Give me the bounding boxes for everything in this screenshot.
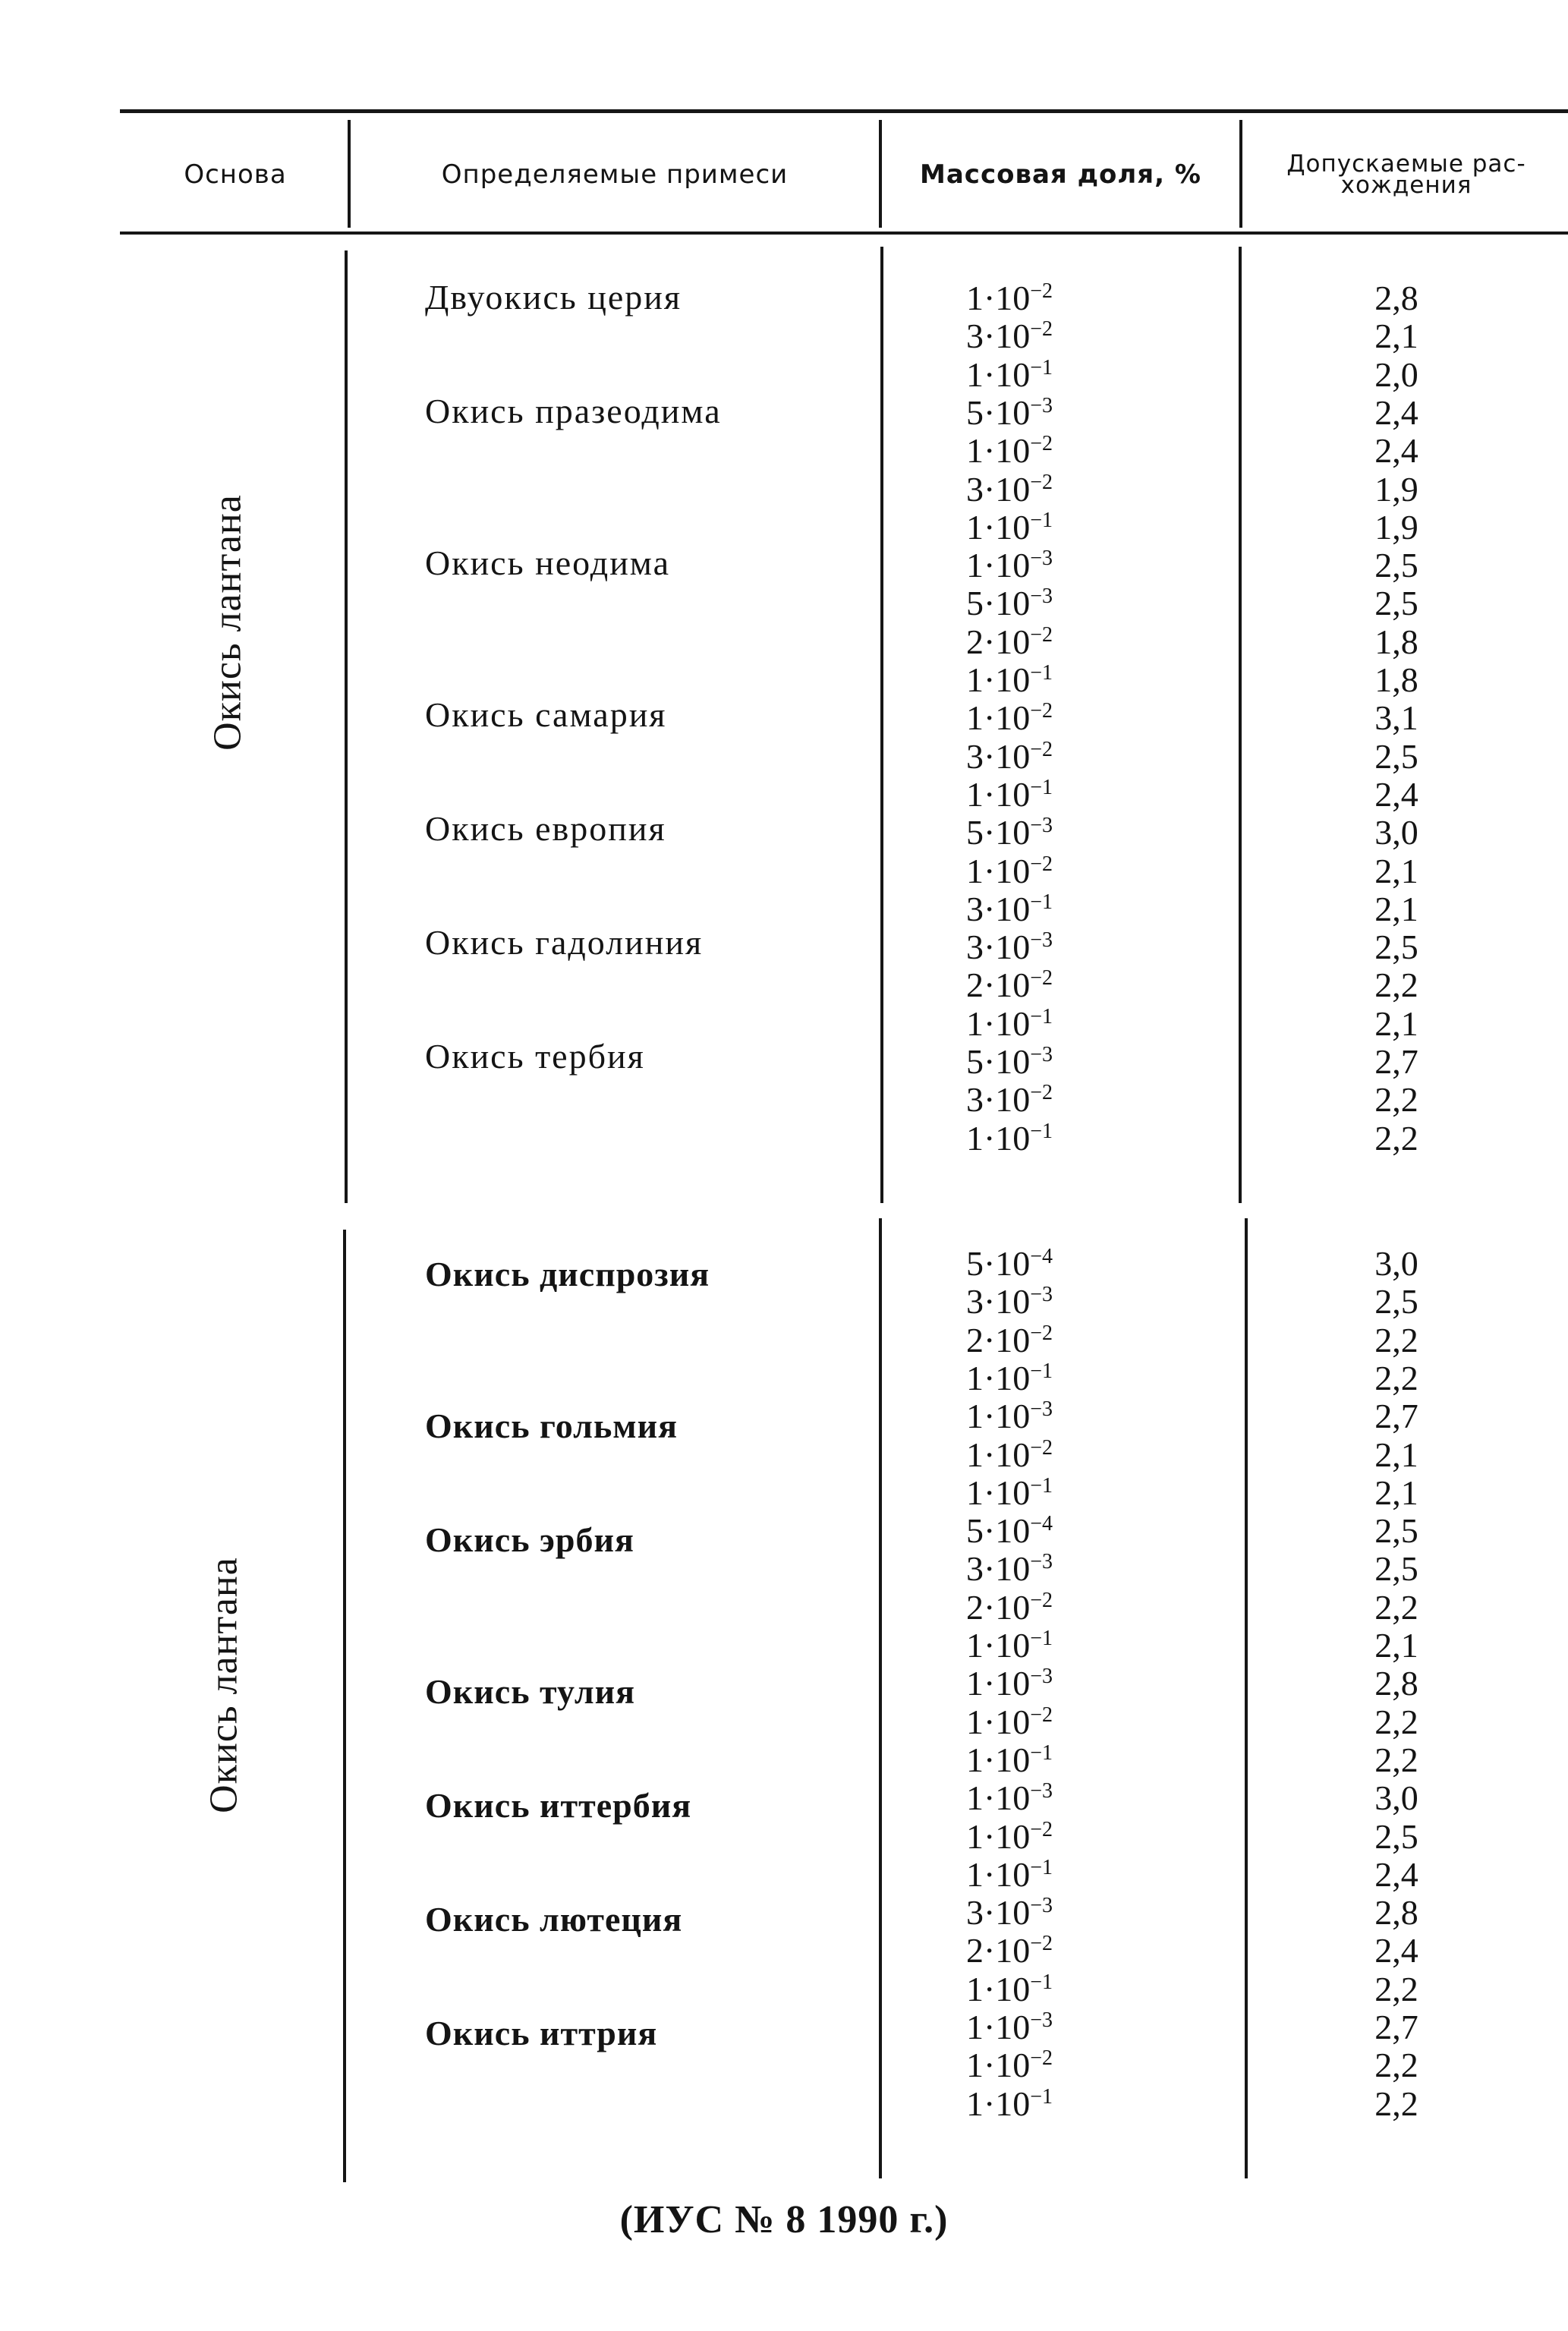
mass-fraction-cell — [911, 1703, 1108, 1741]
mass-fraction-exponent: −3 — [1030, 1283, 1053, 1307]
impurity-name: Окись неодима — [425, 543, 671, 582]
mass-fraction-mantissa: 1·10 — [965, 279, 1031, 317]
mass-fraction-cell — [911, 1589, 1108, 1627]
mass-fraction-mantissa: 1·10 — [965, 1003, 1031, 1043]
tolerance-cell: 2,1 — [1374, 1626, 1418, 1665]
mass-fraction-cell — [911, 1043, 1108, 1081]
mass-fraction-mantissa: 5·10 — [965, 1042, 1031, 1081]
tolerance-cell: 2,5 — [1374, 928, 1418, 967]
impurity-name: Окись иттрия — [425, 2014, 658, 2052]
tolerance-cell: 2,2 — [1374, 965, 1418, 1005]
mass-fraction-mantissa: 1·10 — [965, 1740, 1031, 1779]
mass-fraction-mantissa: 3·10 — [965, 1080, 1031, 1120]
tolerance-cell: 2,1 — [1374, 317, 1418, 356]
tolerance-cell: 2,0 — [1374, 354, 1418, 394]
tolerance-cell: 2,1 — [1374, 889, 1418, 928]
header-bottom-rule — [120, 232, 1568, 235]
mass-fraction-exponent: −2 — [1030, 622, 1053, 647]
impurity-name: Окись иттербия — [425, 1786, 692, 1825]
mass-fraction-mantissa: 1·10 — [965, 1118, 1031, 1158]
mass-fraction-cell — [911, 547, 1108, 584]
mass-fraction-mantissa: 1·10 — [965, 774, 1031, 814]
mass-fraction-exponent: −2 — [1030, 1932, 1053, 1956]
mass-fraction-exponent: −1 — [1030, 2084, 1053, 2109]
tolerance-cell: 2,2 — [1374, 2084, 1418, 2123]
mass-fraction-mantissa: 3·10 — [965, 736, 1031, 776]
mass-fraction-exponent: −2 — [1030, 1435, 1053, 1460]
tolerance-cell: 2,7 — [1374, 1397, 1418, 1436]
mass-fraction-exponent: −2 — [1030, 737, 1053, 761]
mass-fraction-mantissa: 5·10 — [965, 584, 1031, 623]
mass-fraction-cell — [911, 2046, 1108, 2084]
mass-fraction-mantissa: 3·10 — [965, 469, 1031, 509]
mass-fraction-mantissa: 3·10 — [965, 1282, 1031, 1321]
mass-fraction-exponent: −1 — [1030, 1855, 1053, 1879]
mass-fraction-cell — [911, 738, 1108, 776]
mass-fraction-cell — [911, 509, 1108, 547]
mass-fraction-cell — [911, 317, 1108, 355]
mass-fraction-exponent: −1 — [1030, 661, 1053, 685]
mass-fraction-exponent: −3 — [1030, 2008, 1053, 2032]
tolerance-cell: 1,9 — [1374, 507, 1418, 547]
tolerance-cell: 2,1 — [1374, 1473, 1418, 1512]
tolerance-cell: 2,5 — [1374, 1511, 1418, 1551]
mass-fraction-exponent: −1 — [1030, 1004, 1053, 1028]
tolerance-cell: 2,7 — [1374, 2008, 1418, 2046]
tolerance-cell: 2,4 — [1374, 392, 1418, 432]
tolerance-cell: 2,5 — [1374, 584, 1418, 623]
mass-fraction-mantissa: 3·10 — [965, 1893, 1031, 1933]
tolerance-cell: 2,5 — [1374, 1282, 1418, 1321]
mass-fraction-mantissa: 2·10 — [965, 622, 1031, 661]
mass-fraction-exponent: −2 — [1030, 699, 1053, 723]
mass-fraction-exponent: −3 — [1030, 1779, 1053, 1803]
mass-fraction-cell — [911, 432, 1108, 470]
tolerance-cell: 2,5 — [1374, 546, 1418, 585]
tolerance-cell: 2,1 — [1374, 1435, 1418, 1474]
section-1-base-label: Окись лантана — [206, 494, 250, 751]
mass-fraction-cell — [911, 1081, 1108, 1119]
mass-fraction-cell — [911, 890, 1108, 928]
mass-fraction-exponent: −3 — [1030, 1550, 1053, 1574]
mass-fraction-mantissa: 3·10 — [965, 1549, 1031, 1589]
mass-fraction-cell — [911, 1321, 1108, 1359]
impurity-name: Окись тербия — [425, 1037, 645, 1076]
mass-fraction-exponent: −2 — [1030, 1321, 1053, 1345]
mass-fraction-exponent: −2 — [1030, 432, 1053, 456]
mass-fraction-exponent: −3 — [1030, 584, 1053, 609]
mass-fraction-cell — [911, 1741, 1108, 1779]
mass-fraction-cell — [911, 776, 1108, 814]
mass-fraction-cell — [911, 1436, 1108, 1474]
mass-fraction-exponent: −2 — [1030, 279, 1053, 303]
mass-fraction-mantissa: 1·10 — [965, 1702, 1031, 1741]
mass-fraction-cell — [911, 1550, 1108, 1588]
mass-fraction-cell — [911, 1932, 1108, 1970]
mass-fraction-mantissa: 1·10 — [965, 354, 1031, 394]
mass-fraction-cell — [911, 1474, 1108, 1512]
tolerance-cell: 2,2 — [1374, 1740, 1418, 1779]
mass-fraction-exponent: −2 — [1030, 2046, 1053, 2071]
mass-fraction-cell — [911, 661, 1108, 699]
impurity-name: Окись европия — [425, 809, 666, 848]
mass-fraction-cell — [911, 1359, 1108, 1397]
mass-fraction-mantissa: 1·10 — [965, 1358, 1031, 1397]
mass-fraction-cell — [911, 356, 1108, 394]
tolerance-cell: 2,8 — [1374, 1664, 1418, 1703]
tolerance-cell: 1,8 — [1374, 622, 1418, 661]
mass-fraction-mantissa: 5·10 — [965, 813, 1031, 852]
tolerance-cell: 1,8 — [1374, 660, 1418, 699]
mass-fraction-exponent: −2 — [1030, 1588, 1053, 1612]
mass-fraction-cell — [911, 1005, 1108, 1043]
mass-fraction-exponent: −3 — [1030, 547, 1053, 571]
mass-fraction-cell — [911, 1512, 1108, 1550]
tolerance-cell: 3,0 — [1374, 813, 1418, 852]
mass-fraction-mantissa: 1·10 — [965, 2084, 1031, 2123]
mass-fraction-cell — [911, 2008, 1108, 2046]
mass-fraction-mantissa: 5·10 — [965, 1511, 1031, 1551]
mass-fraction-exponent: −1 — [1030, 1970, 1053, 1994]
table-top-rule — [120, 109, 1568, 113]
mass-fraction-exponent: −3 — [1030, 1665, 1053, 1689]
mass-fraction-exponent: −1 — [1030, 1119, 1053, 1143]
mass-fraction-exponent: −1 — [1030, 1740, 1053, 1765]
mass-fraction-cell — [911, 471, 1108, 509]
tolerance-cell: 2,2 — [1374, 2046, 1418, 2085]
mass-fraction-exponent: −3 — [1030, 1043, 1053, 1066]
tolerance-cell: 2,2 — [1374, 1702, 1418, 1741]
mass-fraction-exponent: −1 — [1030, 890, 1053, 914]
mass-fraction-exponent: −2 — [1030, 1703, 1053, 1727]
mass-fraction-exponent: −3 — [1030, 928, 1053, 953]
mass-fraction-cell — [911, 1665, 1108, 1703]
mass-fraction-mantissa: 5·10 — [965, 1244, 1031, 1283]
mass-fraction-mantissa: 1·10 — [965, 507, 1031, 547]
mass-fraction-cell — [911, 584, 1108, 622]
tolerance-cell: 2,1 — [1374, 851, 1418, 890]
mass-fraction-cell — [911, 2085, 1108, 2123]
mass-fraction-mantissa: 2·10 — [965, 1320, 1031, 1359]
mass-fraction-mantissa: 1·10 — [965, 698, 1031, 738]
tolerance-cell: 3,0 — [1374, 1244, 1418, 1283]
mass-fraction-exponent: −1 — [1030, 1359, 1053, 1383]
tolerance-cell: 2,2 — [1374, 1358, 1418, 1397]
mass-fraction-exponent: −2 — [1030, 852, 1053, 876]
mass-fraction-mantissa: 2·10 — [965, 1587, 1031, 1627]
mass-fraction-cell — [911, 928, 1108, 966]
section-2-base-label: Окись лантана — [202, 1557, 246, 1813]
mass-fraction-exponent: −2 — [1030, 317, 1053, 342]
mass-fraction-exponent: −3 — [1030, 814, 1053, 838]
tolerance-cell: 2,4 — [1374, 1931, 1418, 1970]
mass-fraction-mantissa: 2·10 — [965, 965, 1031, 1005]
mass-fraction-exponent: −3 — [1030, 1397, 1053, 1422]
impurity-name: Окись самария — [425, 695, 667, 734]
impurity-name: Окись гольмия — [425, 1406, 679, 1445]
impurity-name: Окись лютеция — [425, 1900, 683, 1939]
mass-fraction-cell — [911, 814, 1108, 852]
section-2-separator-3 — [1245, 1218, 1248, 2178]
tolerance-cell: 2,8 — [1374, 1893, 1418, 1933]
mass-fraction-mantissa: 1·10 — [965, 1664, 1031, 1703]
tolerance-cell: 3,1 — [1374, 698, 1418, 738]
header-mass-fraction: Массовая доля, % — [920, 159, 1201, 190]
mass-fraction-exponent: −1 — [1030, 355, 1053, 380]
mass-fraction-exponent: −1 — [1030, 508, 1053, 532]
tolerance-cell: 3,0 — [1374, 1778, 1418, 1818]
impurity-name: Окись празеодима — [425, 392, 722, 430]
mass-fraction-mantissa: 1·10 — [965, 1473, 1031, 1512]
tolerance-cell: 2,4 — [1374, 1854, 1418, 1894]
tolerance-cell: 2,8 — [1374, 279, 1418, 317]
mass-fraction-cell — [911, 623, 1108, 661]
tolerance-cell: 2,1 — [1374, 1003, 1418, 1043]
tolerance-cell: 2,2 — [1374, 1587, 1418, 1627]
mass-fraction-cell — [911, 1627, 1108, 1665]
mass-fraction-cell — [911, 1283, 1108, 1321]
mass-fraction-cell — [911, 1970, 1108, 2008]
section-1-separator-3 — [1239, 247, 1242, 1203]
mass-fraction-mantissa: 1·10 — [965, 851, 1031, 890]
tolerance-cell: 2,5 — [1374, 1549, 1418, 1589]
tolerance-cell: 2,2 — [1374, 1118, 1418, 1158]
mass-fraction-exponent: −2 — [1030, 1081, 1053, 1105]
mass-fraction-exponent: −1 — [1030, 1473, 1053, 1498]
mass-fraction-mantissa: 1·10 — [965, 1435, 1031, 1474]
header-tolerance: Допускаемые рас- хождения — [1286, 150, 1526, 199]
mass-fraction-cell — [911, 279, 1108, 317]
mass-fraction-exponent: −2 — [1030, 470, 1053, 494]
mass-fraction-cell — [911, 699, 1108, 737]
mass-fraction-mantissa: 1·10 — [965, 660, 1031, 699]
tolerance-cell: 2,5 — [1374, 736, 1418, 776]
mass-fraction-mantissa: 1·10 — [965, 2046, 1031, 2085]
mass-fraction-mantissa: 1·10 — [965, 1397, 1031, 1436]
header-base: Основа — [184, 159, 287, 190]
header-separator-1 — [348, 120, 351, 228]
section-1-separator-2 — [880, 247, 883, 1203]
mass-fraction-mantissa: 3·10 — [965, 889, 1031, 928]
mass-fraction-mantissa: 1·10 — [965, 1969, 1031, 2008]
mass-fraction-mantissa: 1·10 — [965, 1626, 1031, 1665]
mass-fraction-cell — [911, 966, 1108, 1004]
mass-fraction-mantissa: 3·10 — [965, 928, 1031, 967]
impurity-name: Окись эрбия — [425, 1520, 634, 1559]
mass-fraction-cell — [911, 852, 1108, 890]
mass-fraction-mantissa: 1·10 — [965, 1854, 1031, 1894]
mass-fraction-mantissa: 2·10 — [965, 1931, 1031, 1970]
mass-fraction-exponent: −4 — [1030, 1512, 1053, 1536]
tolerance-cell: 2,4 — [1374, 431, 1418, 471]
tolerance-cell: 2,2 — [1374, 1320, 1418, 1359]
mass-fraction-exponent: −3 — [1030, 1894, 1053, 1918]
header-separator-3 — [1239, 120, 1242, 228]
impurity-name: Двуокись церия — [425, 278, 682, 317]
mass-fraction-mantissa: 1·10 — [965, 1816, 1031, 1856]
footer-note: (ИУС № 8 1990 г.) — [619, 2198, 949, 2241]
mass-fraction-cell — [911, 1120, 1108, 1158]
mass-fraction-mantissa: 5·10 — [965, 392, 1031, 432]
mass-fraction-exponent: −4 — [1030, 1245, 1053, 1268]
tolerance-cell: 2,2 — [1374, 1969, 1418, 2008]
impurity-name: Окись гадолиния — [425, 923, 704, 962]
section-1-separator-1 — [345, 250, 348, 1203]
mass-fraction-mantissa: 1·10 — [965, 546, 1031, 585]
tolerance-cell: 2,7 — [1374, 1042, 1418, 1081]
header-impurity: Определяемые примеси — [441, 159, 789, 190]
section-2-separator-2 — [879, 1218, 882, 2178]
mass-fraction-cell — [911, 1856, 1108, 1894]
mass-fraction-cell — [911, 1894, 1108, 1932]
mass-fraction-mantissa: 1·10 — [965, 431, 1031, 471]
mass-fraction-cell — [911, 1818, 1108, 1856]
tolerance-cell: 2,5 — [1374, 1816, 1418, 1856]
mass-fraction-exponent: −2 — [1030, 966, 1053, 991]
mass-fraction-cell — [911, 1779, 1108, 1817]
tolerance-cell: 1,9 — [1374, 469, 1418, 509]
tolerance-cell: 2,4 — [1374, 774, 1418, 814]
header-separator-2 — [879, 120, 882, 228]
mass-fraction-mantissa: 1·10 — [965, 2008, 1031, 2046]
mass-fraction-exponent: −1 — [1030, 775, 1053, 799]
impurity-name: Окись диспрозия — [425, 1255, 710, 1293]
mass-fraction-exponent: −2 — [1030, 1817, 1053, 1841]
mass-fraction-exponent: −3 — [1030, 393, 1053, 417]
tolerance-cell: 2,2 — [1374, 1080, 1418, 1120]
mass-fraction-exponent: −1 — [1030, 1627, 1053, 1650]
mass-fraction-mantissa: 3·10 — [965, 317, 1031, 356]
section-2-separator-1 — [343, 1230, 346, 2182]
mass-fraction-mantissa: 1·10 — [965, 1778, 1031, 1818]
mass-fraction-cell — [911, 1397, 1108, 1435]
mass-fraction-cell — [911, 1245, 1108, 1283]
impurity-name: Окись тулия — [425, 1672, 636, 1711]
mass-fraction-cell — [911, 394, 1108, 432]
